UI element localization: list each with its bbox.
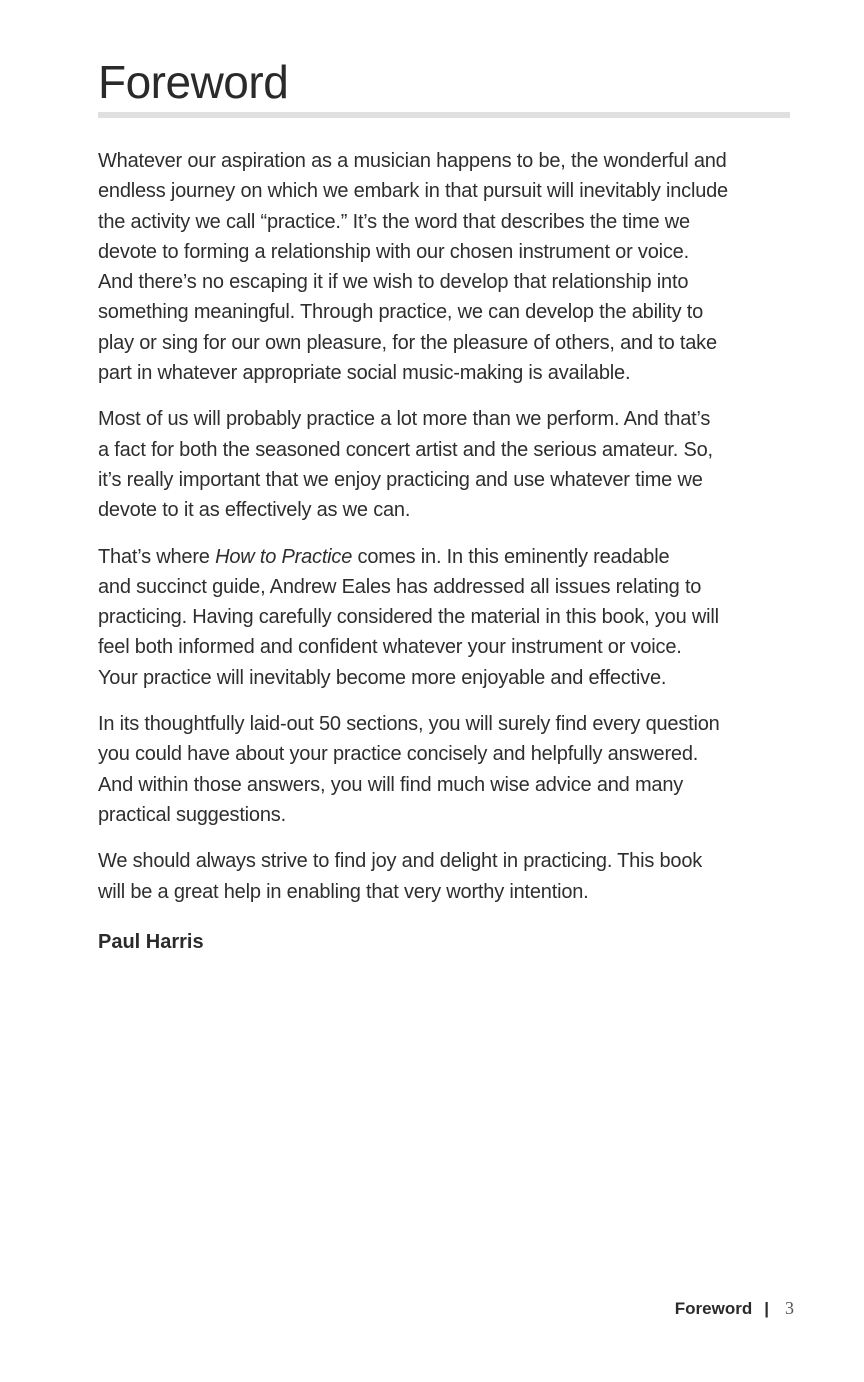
text-line: Most of us will probably practice a lot more than we perform. And that’s [98, 408, 711, 431]
page-footer [675, 1298, 794, 1319]
paragraph-4 [98, 709, 798, 830]
paragraph-3 [98, 542, 798, 693]
text-line: practical suggestions. [98, 803, 286, 826]
page-title: Foreword [98, 56, 289, 108]
text-line: it’s really important that we enjoy practicing and use whatever time we [98, 468, 703, 491]
text-line [98, 542, 798, 572]
text-line: In its thoughtfully laid-out 50 sections, you will surely find every question [98, 713, 720, 736]
text-span: That’s where [98, 545, 216, 568]
text-line: you could have about your practice concisely and helpfully answered. [98, 743, 699, 766]
paragraph-2 [98, 404, 798, 525]
title-divider [98, 112, 790, 118]
foreword-body [98, 146, 798, 954]
text-line: something meaningful. Through practice, we can develop the ability to [98, 301, 704, 324]
text-line: feel both informed and confident whatever your instrument or voice. [98, 636, 682, 659]
text-line: a fact for both the seasoned concert artist and the serious amateur. So, [98, 438, 713, 461]
paragraph-5 [98, 846, 798, 907]
text-line: play or sing for our own pleasure, for the pleasure of others, and to take [98, 331, 717, 354]
author-signature: Paul Harris [98, 930, 204, 953]
book-title: How to Practice [215, 545, 353, 568]
text-line: endless journey on which we embark in that pursuit will inevitably include [98, 180, 728, 203]
text-line: the activity we call “practice.” It’s the word that describes the time we [98, 210, 690, 233]
text-line: Whatever our aspiration as a musician happens to be, the wonderful and [98, 150, 727, 172]
text-line: Your practice will inevitably become more enjoyable and effective. [98, 666, 667, 689]
footer-separator: | [764, 1298, 769, 1318]
running-footer-section: Foreword [674, 1298, 753, 1318]
text-line: will be a great help in enabling that very worthy intention. [98, 880, 589, 903]
page-number: 3 [785, 1298, 794, 1318]
text-line: devote to it as effectively as we can. [98, 499, 411, 522]
text-line: devote to forming a relationship with our chosen instrument or voice. [98, 240, 689, 263]
text-line: part in whatever appropriate social music-making is available. [98, 362, 631, 385]
text-line: And there’s no escaping it if we wish to develop that relationship into [98, 271, 689, 294]
text-span: comes in. In this eminently readable [352, 545, 670, 568]
text-line: And within those answers, you will find much wise advice and many [98, 773, 684, 796]
text-line: practicing. Having carefully considered the material in this book, you will [98, 606, 719, 629]
paragraph-1 [98, 146, 798, 388]
text-line: We should always strive to find joy and delight in practicing. This book [98, 850, 703, 873]
text-line: and succinct guide, Andrew Eales has addressed all issues relating to [98, 575, 702, 598]
